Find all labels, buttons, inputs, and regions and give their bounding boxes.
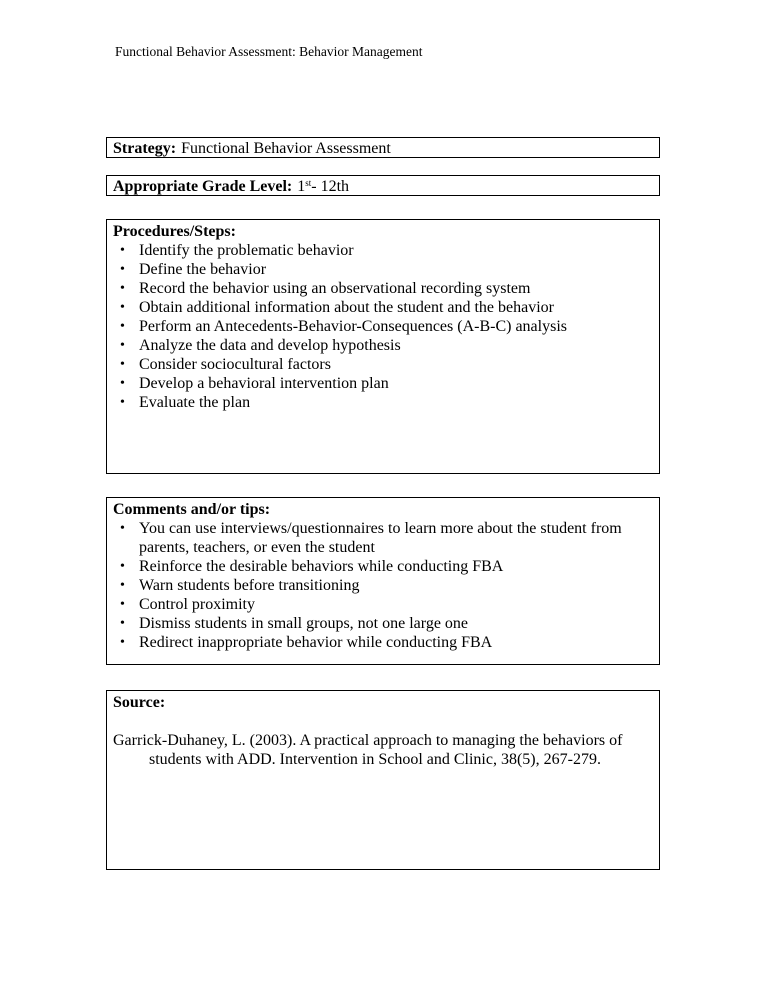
- bullet-icon: •: [120, 319, 125, 334]
- list-item: [116, 355, 653, 374]
- list-item: [116, 336, 653, 355]
- grade-level-box: [106, 175, 660, 196]
- list-item-text: Record the behavior using an observational recording system: [139, 280, 531, 297]
- grade-level-value: [297, 178, 349, 195]
- list-item: [116, 557, 653, 576]
- tips-box: [106, 497, 660, 665]
- list-item-text: Evaluate the plan: [139, 394, 251, 411]
- list-item: [116, 393, 653, 412]
- bullet-icon: •: [120, 357, 125, 372]
- list-item: [116, 317, 653, 336]
- list-item: [116, 576, 653, 595]
- grade-level-end: - 12th: [311, 178, 350, 195]
- list-item-text: Dismiss students in small groups, not one large one: [139, 615, 469, 632]
- bullet-icon: •: [120, 578, 125, 593]
- list-item-text: Analyze the data and develop hypothesis: [139, 337, 401, 354]
- list-item-text: Obtain additional information about the student and the behavior: [139, 299, 555, 316]
- procedures-box: [106, 219, 660, 474]
- list-item: [116, 279, 653, 298]
- bullet-icon: •: [120, 616, 125, 631]
- tips-label: Comments and/or tips:: [113, 501, 271, 518]
- tips-list: [113, 519, 653, 652]
- strategy-value: Functional Behavior Assessment: [181, 140, 391, 157]
- list-item: [116, 298, 653, 317]
- bullet-icon: •: [120, 300, 125, 315]
- procedures-label: Procedures/Steps:: [113, 223, 236, 240]
- list-item: [116, 241, 653, 260]
- bullet-icon: •: [120, 281, 125, 296]
- grade-level-label: Appropriate Grade Level:: [113, 178, 293, 195]
- list-item-text: Develop a behavioral intervention plan: [139, 375, 389, 392]
- list-item: [116, 614, 653, 633]
- list-item-text: Control proximity: [139, 596, 255, 613]
- page-header: Functional Behavior Assessment: Behavior Management: [115, 44, 423, 59]
- strategy-box: [106, 137, 660, 158]
- bullet-icon: •: [120, 243, 125, 258]
- bullet-icon: •: [120, 338, 125, 353]
- list-item-text: You can use interviews/questionnaires to learn more about the student from parents, teachers, or even the student: [139, 520, 622, 556]
- bullet-icon: •: [120, 597, 125, 612]
- list-item: [116, 519, 653, 557]
- bullet-icon: •: [120, 521, 125, 536]
- list-item: [116, 374, 653, 393]
- grade-level-start: 1: [297, 178, 306, 195]
- source-box: [106, 690, 660, 870]
- bullet-icon: •: [120, 262, 125, 277]
- list-item-text: Warn students before transitioning: [139, 577, 360, 594]
- source-label: Source:: [113, 694, 166, 711]
- bullet-icon: •: [120, 559, 125, 574]
- bullet-icon: •: [120, 376, 125, 391]
- list-item: [116, 595, 653, 614]
- list-item-text: Perform an Antecedents-Behavior-Consequences (A-B-C) analysis: [139, 318, 567, 335]
- list-item: [116, 633, 653, 652]
- list-item-text: Redirect inappropriate behavior while conducting FBA: [139, 634, 493, 651]
- procedures-list: [113, 241, 653, 412]
- list-item-text: Define the behavior: [139, 261, 267, 278]
- list-item-text: Consider sociocultural factors: [139, 356, 331, 373]
- bullet-icon: •: [120, 635, 125, 650]
- grade-level-ordinal: st: [305, 178, 312, 188]
- strategy-label: Strategy:: [113, 140, 177, 157]
- source-citation: Garrick-Duhaney, L. (2003). A practical approach to managing the behaviors of students with ADD. Intervention in School and Clinic, 38(5), 267-279.: [113, 732, 623, 768]
- list-item-text: Reinforce the desirable behaviors while conducting FBA: [139, 558, 504, 575]
- bullet-icon: •: [120, 395, 125, 410]
- list-item-text: Identify the problematic behavior: [139, 242, 354, 259]
- list-item: [116, 260, 653, 279]
